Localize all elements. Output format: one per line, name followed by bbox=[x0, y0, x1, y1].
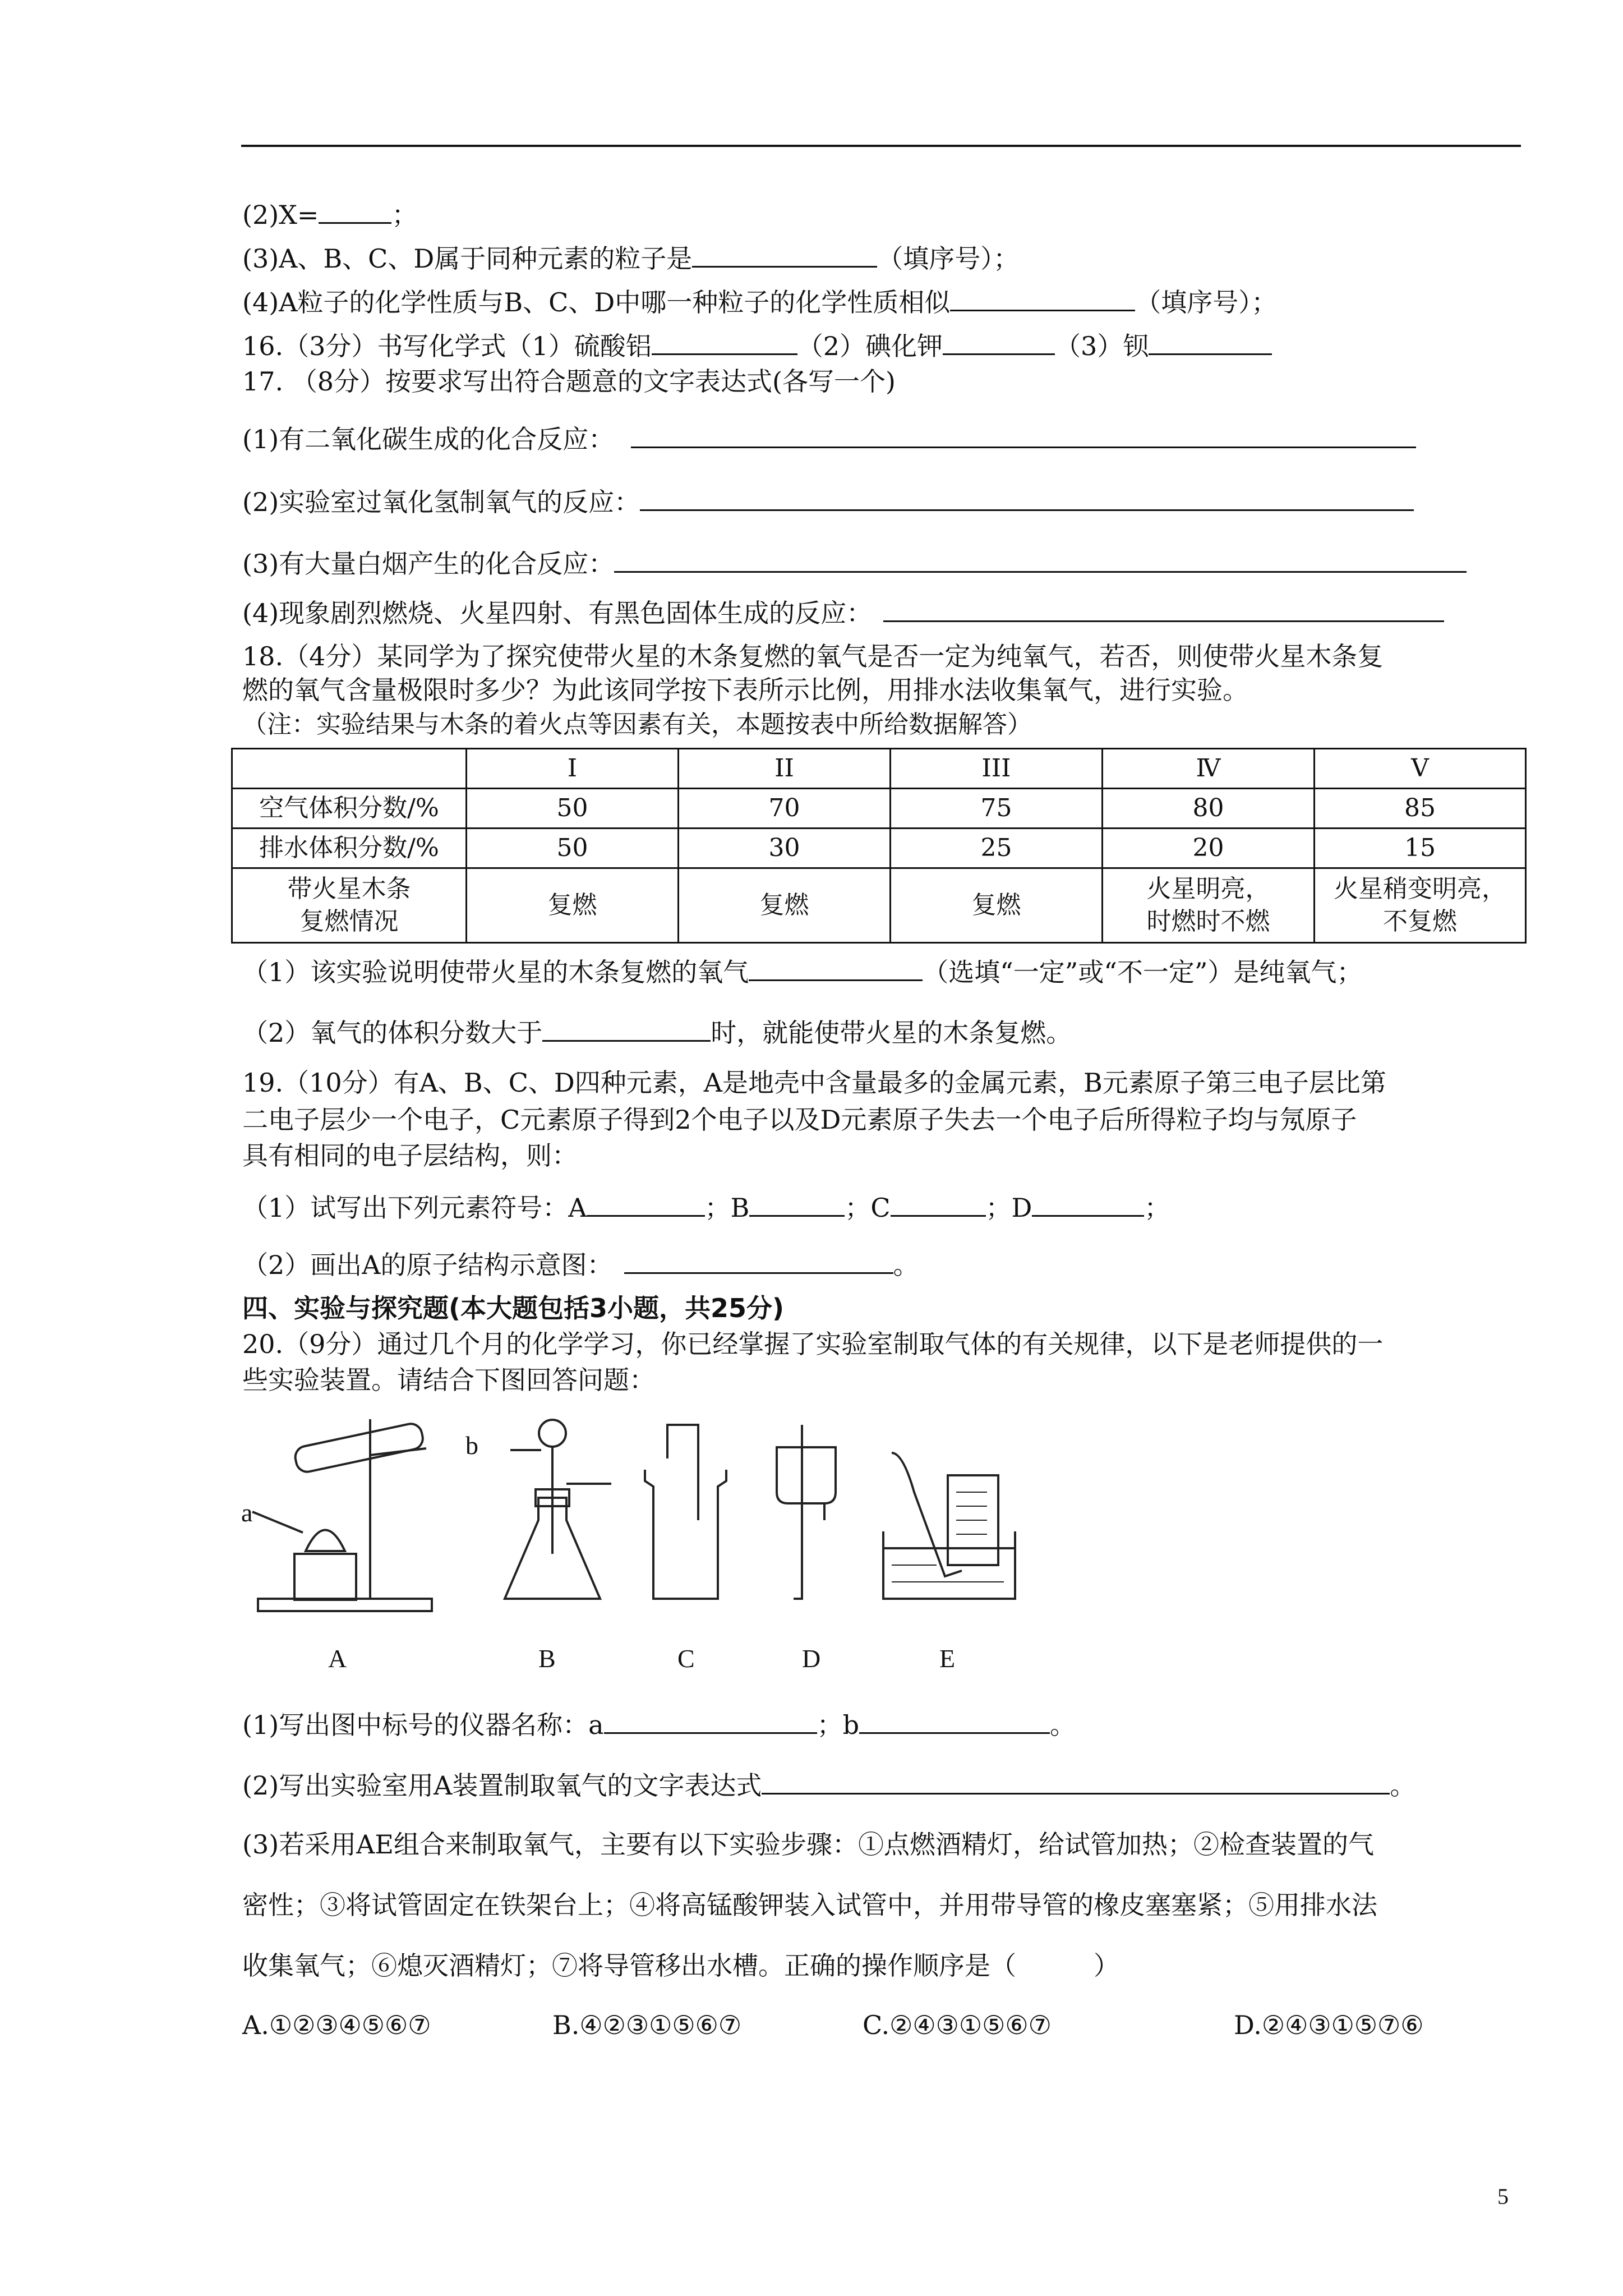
table-header: Ⅴ bbox=[1315, 749, 1526, 789]
answer-blank[interactable] bbox=[319, 196, 391, 224]
table-cell: 85 bbox=[1315, 789, 1526, 829]
table-cell: 75 bbox=[891, 789, 1103, 829]
label-a: a bbox=[241, 1498, 253, 1527]
q16: 16.（3分）书写化学式（1）硫酸铝 （2）碘化钾 （3）钡 bbox=[242, 328, 1272, 363]
answer-blank[interactable] bbox=[631, 421, 1416, 448]
answer-blank[interactable] bbox=[640, 484, 1414, 511]
option-b[interactable]: B.④②③①⑤⑥⑦ bbox=[552, 2010, 742, 2040]
q17-item-2: (2)实验室过氧化氢制氧气的反应： bbox=[242, 484, 1414, 519]
answer-blank[interactable] bbox=[749, 954, 923, 981]
option-c[interactable]: C.②④③①⑤⑥⑦ bbox=[863, 2010, 1052, 2040]
funnel-bulb bbox=[539, 1420, 566, 1447]
table-cell: 20 bbox=[1103, 829, 1315, 868]
answer-blank[interactable] bbox=[542, 1014, 711, 1042]
caption-E: E bbox=[939, 1644, 956, 1673]
table-cell: 火星明亮， 时燃时不燃 bbox=[1103, 868, 1315, 943]
inverted-bottle bbox=[777, 1447, 836, 1503]
q19-stem-2: 二电子层少一个电子，C元素原子得到2个电子以及D元素原子失去一个电子后所得粒子均与氖原子 bbox=[242, 1105, 1357, 1135]
q20-stem-1: 20.（9分）通过几个月的化学学习，你已经掌握了实验室制取气体的有关规律，以下是老师提供的一 bbox=[242, 1329, 1384, 1359]
q15-item-3: (3)A、B、C、D属于同种元素的粒子是 （填序号）； bbox=[242, 240, 1019, 275]
q18-stem-2: 燃的氧气含量极限时多少？为此该同学按下表所示比例，用排水法收集氧气，进行实验。 bbox=[242, 675, 1248, 705]
row-label: 空气体积分数/% bbox=[232, 789, 467, 829]
answer-blank[interactable] bbox=[604, 1706, 817, 1734]
q17-item-1: (1)有二氧化碳生成的化合反应： bbox=[242, 421, 1416, 456]
clamp bbox=[370, 1448, 426, 1455]
table-cell: 50 bbox=[467, 829, 679, 868]
answer-blank[interactable] bbox=[749, 1189, 845, 1217]
table-header: Ⅳ bbox=[1103, 749, 1315, 789]
caption-D: D bbox=[802, 1644, 821, 1673]
row-label: 带火星木条 复燃情况 bbox=[232, 868, 467, 943]
answer-blank[interactable] bbox=[883, 595, 1444, 622]
q20-sub-1: (1)写出图中标号的仪器名称：a ；b 。 bbox=[242, 1706, 1076, 1742]
answer-blank[interactable] bbox=[624, 1246, 893, 1274]
answer-blank[interactable] bbox=[859, 1706, 1050, 1734]
answer-blank[interactable] bbox=[692, 240, 877, 268]
q15-item-2: (2)X= ； bbox=[242, 196, 417, 232]
apparatus-drawing bbox=[241, 1408, 1082, 1700]
header-rule bbox=[241, 145, 1521, 147]
pointer-a bbox=[252, 1512, 303, 1533]
q19-stem-1: 19.（10分）有A、B、C、D四种元素，A是地壳中含量最多的金属元素，B元素原子第三电子层比第 bbox=[242, 1068, 1386, 1098]
q17-item-3: (3)有大量白烟产生的化合反应： bbox=[242, 545, 1467, 581]
table-cell: 15 bbox=[1315, 829, 1526, 868]
q19-stem-3: 具有相同的电子层结构，则： bbox=[242, 1140, 578, 1171]
table-cell: 70 bbox=[679, 789, 891, 829]
table-cell: 80 bbox=[1103, 789, 1315, 829]
apparatus-figure bbox=[241, 1408, 1082, 1700]
label-b: b bbox=[465, 1431, 478, 1460]
lamp-block bbox=[294, 1554, 356, 1600]
caption-B: B bbox=[538, 1644, 556, 1673]
q20-sub-2: (2)写出实验室用A装置制取氧气的文字表达式 。 bbox=[242, 1767, 1415, 1802]
q19-sub-1: （1）试写出下列元素符号：A ；B ；C ；D ； bbox=[242, 1189, 1170, 1225]
table-header-empty bbox=[232, 749, 467, 789]
table-header: II bbox=[679, 749, 891, 789]
alcohol-lamp bbox=[306, 1530, 345, 1552]
answer-blank[interactable] bbox=[1032, 1189, 1144, 1217]
answer-blank[interactable] bbox=[943, 328, 1055, 355]
table-cell: 30 bbox=[679, 829, 891, 868]
q20-sub-3-c: 收集氧气；⑥熄灭酒精灯；⑦将导管移出水槽。正确的操作顺序是（ ） bbox=[242, 1950, 1119, 1981]
answer-blank[interactable] bbox=[652, 328, 797, 355]
answer-blank[interactable] bbox=[587, 1189, 705, 1217]
answer-blank[interactable] bbox=[950, 284, 1135, 311]
q18-note: （注：实验结果与木条的着火点等因素有关，本题按表中所给数据解答） bbox=[242, 710, 1032, 739]
option-d[interactable]: D.②④③①⑤⑦⑥ bbox=[1234, 2010, 1424, 2040]
delivery-tube bbox=[892, 1453, 962, 1576]
answer-blank[interactable] bbox=[762, 1767, 1390, 1795]
q20-sub-3-b: 密性；③将试管固定在铁架台上；④将高锰酸钾装入试管中，并用带导管的橡皮塞塞紧；⑤用排水法 bbox=[242, 1890, 1377, 1920]
table-cell: 火星稍变明亮， 不复燃 bbox=[1315, 868, 1526, 943]
table-cell: 复燃 bbox=[679, 868, 891, 943]
answer-blank[interactable] bbox=[1149, 328, 1272, 355]
q15-item-4: (4)A粒子的化学性质与B、C、D中哪一种粒子的化学性质相似 （填序号）； bbox=[242, 284, 1277, 319]
q17-title: 17. （8分）按要求写出符合题意的文字表达式(各写一个) bbox=[242, 366, 896, 397]
gas-bottle bbox=[645, 1470, 726, 1599]
q19-sub-2: （2）画出A的原子结构示意图： 。 bbox=[242, 1246, 919, 1282]
caption-A: A bbox=[328, 1644, 347, 1673]
page-number: 5 bbox=[1497, 2184, 1509, 2209]
experiment-table bbox=[231, 748, 1527, 944]
table-header: I bbox=[467, 749, 679, 789]
q18-sub-2: （2）氧气的体积分数大于 时，就能使带火星的木条复燃。 bbox=[242, 1014, 1072, 1050]
row-label: 排水体积分数/% bbox=[232, 829, 467, 868]
caption-C: C bbox=[677, 1644, 695, 1673]
q20-stem-2: 些实验装置。请结合下图回答问题： bbox=[242, 1365, 655, 1395]
answer-blank[interactable] bbox=[614, 545, 1467, 573]
answer-blank[interactable] bbox=[891, 1189, 986, 1217]
table-header: III bbox=[891, 749, 1103, 789]
q17-item-4: (4)现象剧烈燃烧、火星四射、有黑色固体生成的反应： bbox=[242, 595, 1444, 630]
option-a[interactable]: A.①②③④⑤⑥⑦ bbox=[242, 2010, 431, 2040]
q18-sub-1: （1）该实验说明使带火星的木条复燃的氧气 （选填“一定”或“不一定”）是纯氧气； bbox=[242, 954, 1362, 989]
table-cell: 25 bbox=[891, 829, 1103, 868]
table-cell: 复燃 bbox=[467, 868, 679, 943]
q20-sub-3-a: (3)若采用AE组合来制取氧气，主要有以下实验步骤：①点燃酒精灯，给试管加热；②检查装置的气 bbox=[242, 1829, 1374, 1860]
table-cell: 复燃 bbox=[891, 868, 1103, 943]
section-heading: 四、实验与探究题(本大题包括3小题，共25分) bbox=[242, 1293, 785, 1323]
test-tube bbox=[293, 1422, 425, 1474]
table-cell: 50 bbox=[467, 789, 679, 829]
q18-stem-1: 18.（4分）某同学为了探究使带火星的木条复燃的氧气是否一定为纯氧气，若否，则使带火星木条复 bbox=[242, 641, 1384, 671]
